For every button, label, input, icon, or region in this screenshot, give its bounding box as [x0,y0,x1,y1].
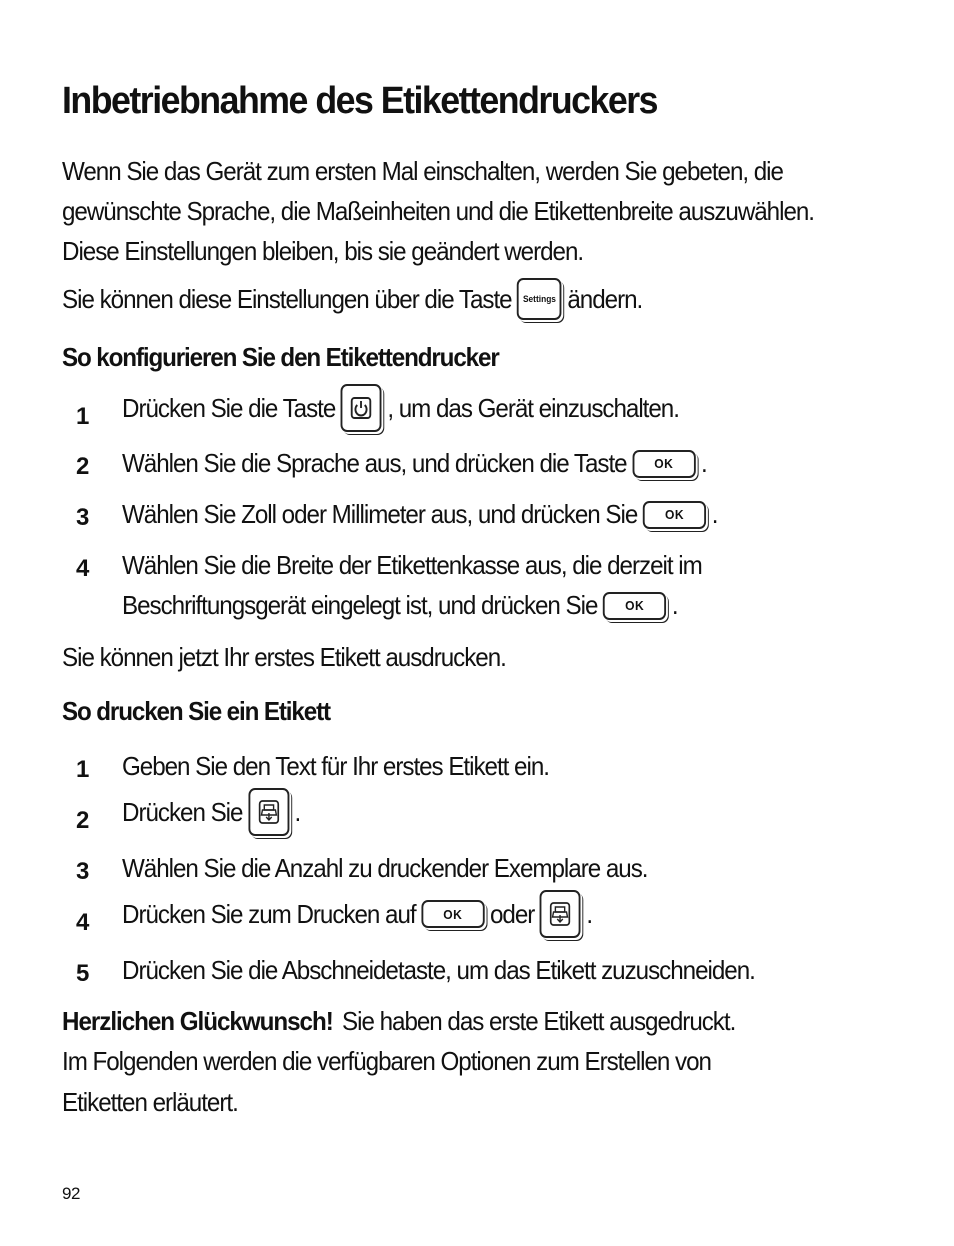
step-text: Drücken Sie [122,796,243,827]
configure-step-2 [122,448,707,479]
ok-key-label: OK [654,456,674,471]
settings-text-before: Sie können diese Einstellungen über die Taste [62,283,512,314]
step-number: 4 [76,909,89,936]
ok-key-label: OK [664,507,685,522]
step-text: . [586,898,593,929]
ok-key-label: OK [625,598,645,613]
intro-line: gewünschte Sprache, die Maßeinheiten und die Etikettenbreite auszuwählen. [62,196,815,226]
step-number: 3 [76,504,89,531]
step-text: . [711,499,718,529]
print-key-icon [248,788,289,836]
intro-line: Diese Einstellungen bleiben, bis sie geändert werden. [62,236,584,266]
power-icon [349,395,373,421]
ok-key-icon [643,501,706,529]
step-text: . [671,590,678,620]
step-number: 1 [76,756,89,783]
configure-note: Sie können jetzt Ihr erstes Etikett ausdrucken. [62,642,506,672]
step-number: 1 [76,403,89,430]
congrats-text: Herzlichen Glückwunsch! [62,1006,333,1036]
settings-line [62,278,642,320]
step-text: Wählen Sie Zoll oder Millimeter aus, und drücken Sie [122,499,638,529]
settings-key-label: Settings [522,294,556,304]
print-key-icon [540,890,581,938]
step-number: 5 [76,960,89,987]
configure-step-4-line2 [122,590,678,621]
step-text: Beschriftungsgerät eingelegt ist, und drücken Sie [122,590,598,620]
step-text: Drücken Sie zum Drucken auf [122,898,416,929]
page-title: Inbetriebnahme des Etikettendruckers [62,80,657,122]
configure-step-3 [122,499,717,530]
step-text: Drücken Sie die Taste [122,392,336,423]
step-text: oder [489,898,535,929]
ok-key-icon [632,450,695,478]
ok-key-icon [603,592,666,620]
settings-text-after: ändern. [567,283,643,314]
intro-line: Wenn Sie das Gerät zum ersten Mal einschalten, werden Sie gebeten, die [62,156,783,186]
print-step-1: Geben Sie den Text für Ihr erstes Etikett ein. [122,751,549,781]
printer-icon [256,798,280,826]
print-heading: So drucken Sie ein Etikett [62,696,330,726]
closing-line2: Im Folgenden werden die verfügbaren Optionen zum Erstellen von [62,1046,711,1076]
step-text: . [294,796,301,827]
ok-key-icon [421,900,484,928]
ok-key-label: OK [443,906,463,922]
closing-line3: Etiketten erläutert. [62,1087,238,1117]
printer-icon [548,900,572,928]
print-step-2 [122,788,300,836]
configure-step-4-line1: Wählen Sie die Breite der Etikettenkasse aus, die derzeit im [122,550,702,580]
settings-key-icon [517,278,562,320]
page-number: 92 [62,1184,80,1203]
print-step-4 [122,890,592,938]
print-step-5: Drücken Sie die Abschneidetaste, um das Etikett zuzuschneiden. [122,955,755,985]
step-number: 3 [76,858,89,885]
power-key-icon [341,384,382,432]
step-number: 4 [76,555,89,582]
configure-heading: So konfigurieren Sie den Etikettendrucker [62,342,499,372]
configure-step-1 [122,384,679,432]
step-text: . [700,448,707,478]
closing-text: Sie haben das erste Etikett ausgedruckt. [342,1006,736,1036]
step-text: , um das Gerät einzuschalten. [387,392,679,423]
step-number: 2 [76,453,89,480]
step-text: Wählen Sie die Sprache aus, und drücken die Taste [122,448,627,478]
print-step-3: Wählen Sie die Anzahl zu druckender Exemplare aus. [122,853,648,883]
step-number: 2 [76,807,89,834]
closing-line1 [62,1006,735,1037]
